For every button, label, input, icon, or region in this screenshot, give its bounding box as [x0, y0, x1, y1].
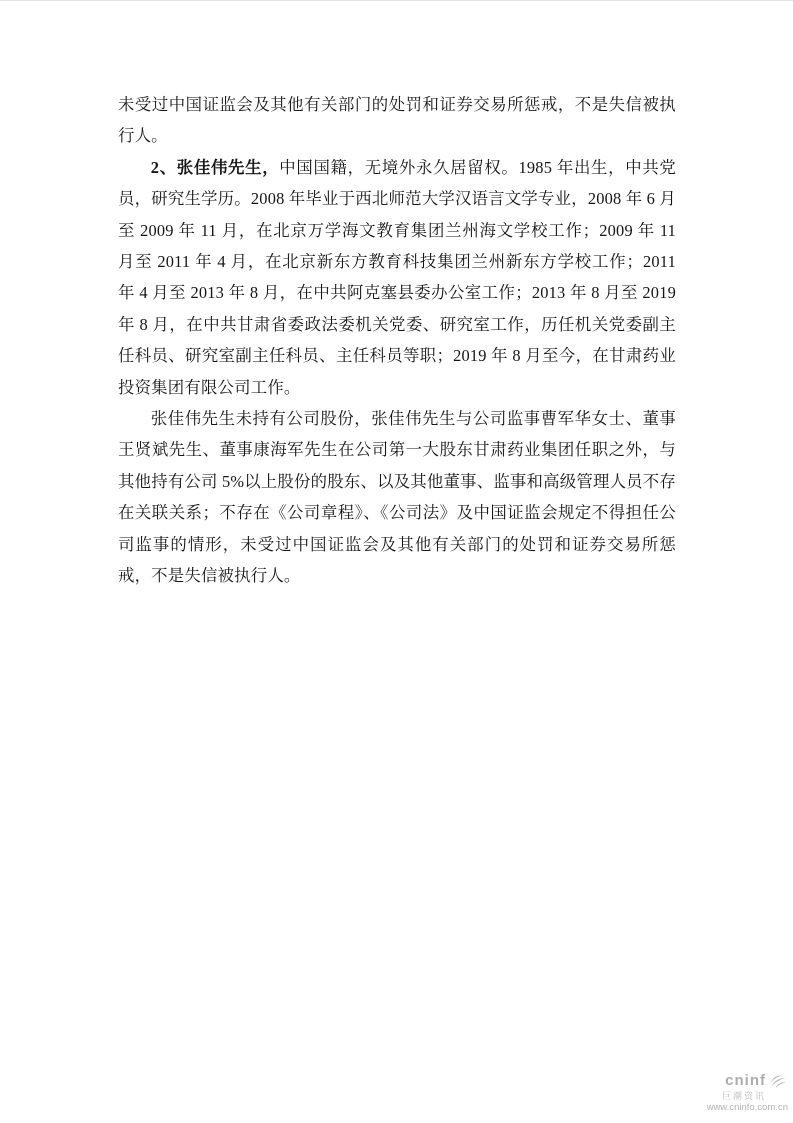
- person-name-bold: 2、张佳伟先生，: [150, 157, 280, 177]
- cninfo-logo: [628, 1072, 788, 1113]
- cninfo-brand-text: cninf: [725, 1072, 766, 1090]
- cninfo-brand-row: [628, 1072, 788, 1091]
- paragraph-text: 张佳伟先生未持有公司股份，张佳伟先生与公司监事曹军华女士、董事王贤斌先生、董事康海军先生在公司第一大股东甘肃药业集团任职之外，与其他持有公司 5%以上股份的股东、以及其他董事、监事和高级管理人员不存在关联关系；不存在《公司章程》、《公司法》及中国证监会规定不得担任公司监事的情形，未受过中国证监会及其他有关部门的处罚和证券交易所惩戒，不是失信被执行人。: [118, 409, 676, 586]
- cninfo-swirl-icon: [768, 1072, 788, 1091]
- paragraph-bio: [118, 152, 676, 403]
- paragraph-continuation: [118, 89, 676, 152]
- paragraph-text: 未受过中国证监会及其他有关部门的处罚和证券交易所惩戒，不是失信被执行人。: [118, 95, 676, 146]
- document-body: [118, 89, 676, 592]
- paragraph-text: 中国国籍，无境外永久居留权。1985 年出生，中共党员，研究生学历。2008 年毕业于西北师范大学汉语言文学专业，2008 年 6 月至 2009 年 11 月，在北京万学海文教育集团兰州海文学校工作；2009 年 11 月至 2011 年 4 月，在北京新东方教育科技集团兰州新东方学校工作；2011 年 4 月至 2013 年 8 月，在中共阿克塞县委办公室工作；2013 年 8 月至 2019 年 8 月，在中共甘肃省委政法委机关党委、研究室工作，历任机关党委副主任科员、研究室副主任科员、主任科员等职；2019 年 8 月至今，在甘肃药业投资集团有限公司工作。: [118, 157, 676, 397]
- cninfo-chinese-name: 巨潮资讯: [721, 1090, 766, 1101]
- cninfo-url: www.cninfo.com.cn: [706, 1102, 788, 1114]
- paragraph-disclosure: [118, 403, 676, 591]
